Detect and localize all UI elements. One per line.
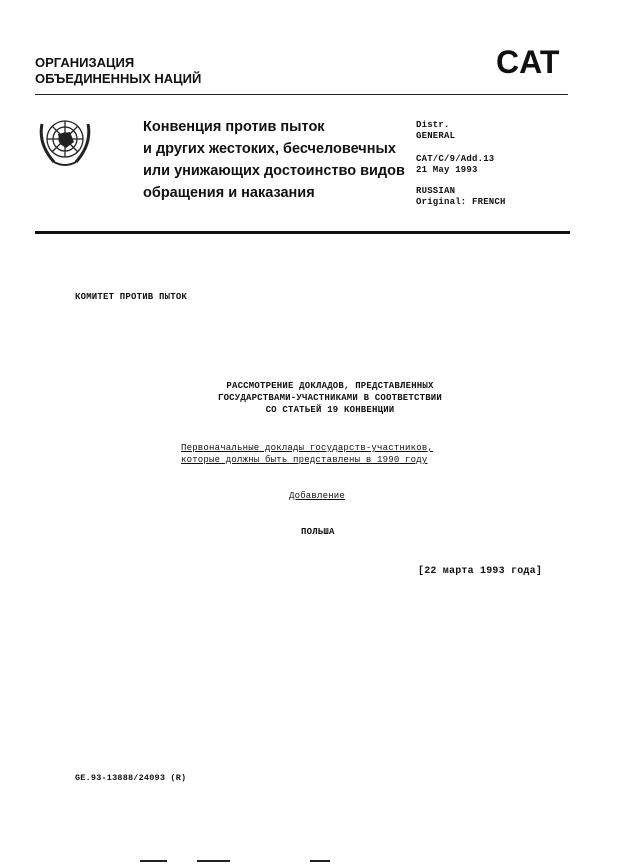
doc-date: 21 May 1993: [416, 165, 478, 175]
top-divider: [35, 94, 568, 95]
document-symbol: CAT: [496, 44, 560, 80]
scan-artifact: [140, 860, 167, 862]
distr-label: Distr.: [416, 120, 450, 130]
un-emblem-icon: [36, 112, 94, 170]
scan-artifact: [310, 860, 330, 862]
report-subtitle: Первоначальные доклады государств-участников, которые должны быть представлены в 1990 году: [181, 443, 434, 465]
job-number: GE.93-13888/24093 (R): [75, 773, 187, 783]
header-divider: [35, 231, 570, 234]
committee-name: КОМИТЕТ ПРОТИВ ПЫТОК: [75, 292, 188, 302]
distr-value: GENERAL: [416, 131, 456, 141]
addendum-label: Добавление: [289, 491, 346, 501]
report-date: [22 марта 1993 года]: [418, 566, 543, 577]
original-language: Original: FRENCH: [416, 197, 506, 207]
scan-artifact: [197, 860, 230, 862]
document-metadata: [416, 120, 506, 208]
convention-title: Конвенция против пыток и других жестоких, бесчеловечных или унижающих достоинство видов обращения и наказания: [143, 119, 405, 201]
language: RUSSIAN: [416, 186, 456, 196]
country-name: ПОЛЬША: [301, 527, 335, 537]
doc-number: CAT/C/9/Add.13: [416, 154, 495, 164]
organization-name: ОРГАНИЗАЦИЯ ОБЪЕДИНЕННЫХ НАЦИЙ: [35, 55, 202, 86]
report-heading: РАССМОТРЕНИЕ ДОКЛАДОВ, ПРЕДСТАВЛЕННЫХ ГОСУДАРСТВАМИ-УЧАСТНИКАМИ В СООТВЕТСТВИИ СО СТАТЬЕЙ 19 КОНВЕНЦИИ: [217, 381, 443, 415]
